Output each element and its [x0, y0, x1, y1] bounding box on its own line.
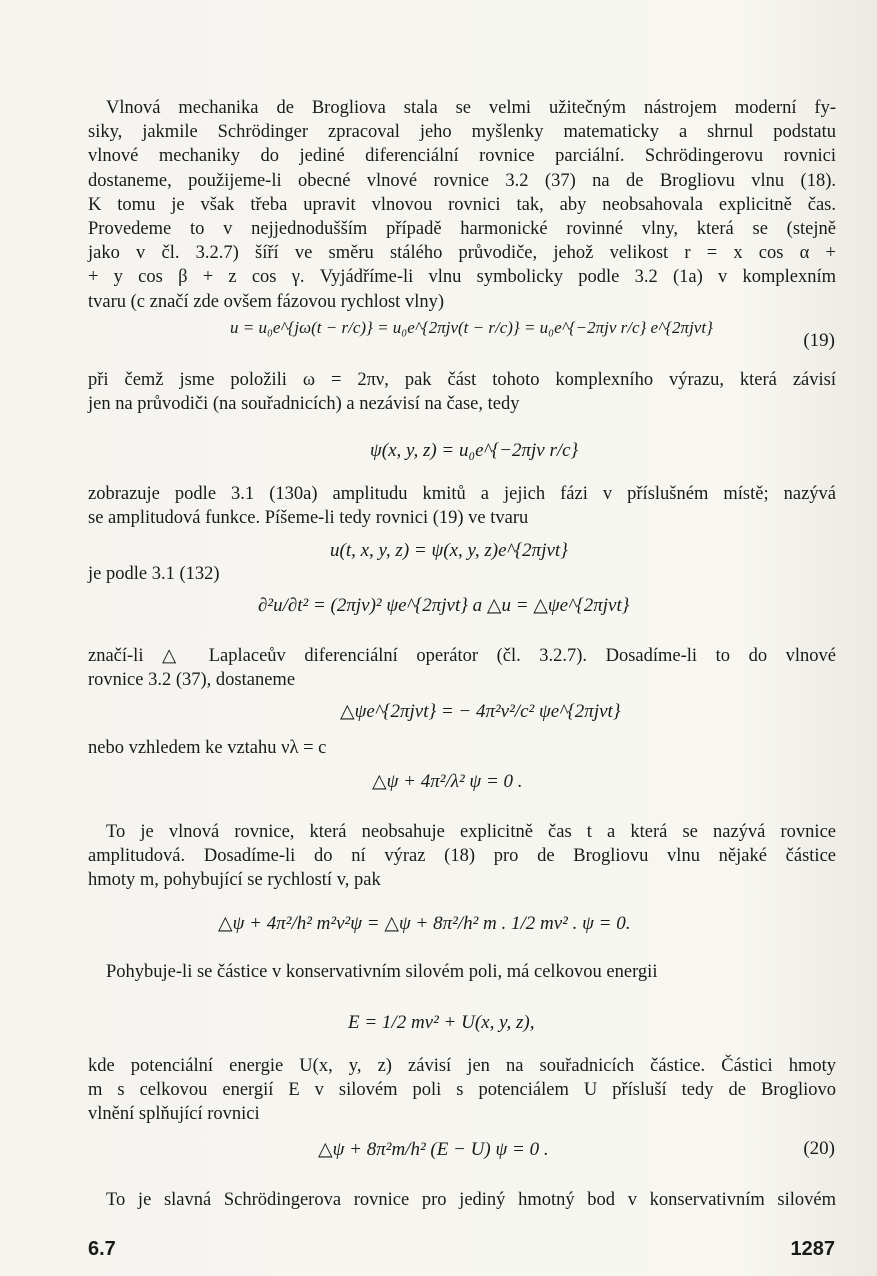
- section-number: 6.7: [88, 1238, 116, 1260]
- text-line: m s celkovou energií E v silovém poli s potenciálem U přísluší tedy de Brogliovo: [88, 1080, 836, 1101]
- text-line: značí-li △ Laplaceův diferenciální operátor (čl. 3.2.7). Dosadíme-li to do vlnové: [88, 646, 836, 666]
- equation-broglie: △ψ + 4π²/h² m²v²ψ = △ψ + 8π²/h² m . 1/2 mv² . ψ = 0.: [218, 913, 631, 934]
- text-line: To je slavná Schrödingerova rovnice pro jediný hmotný bod v konservativním silovém: [106, 1190, 836, 1210]
- paragraph-intro: [88, 96, 836, 314]
- paragraph-5: [88, 644, 836, 692]
- paragraph-6: [88, 736, 836, 760]
- text-line: K tomu je však třeba upravit vlnovou rovnici tak, aby neobsahovala explicitně čas.: [88, 194, 836, 215]
- text-line: tvaru (c značí zde ovšem fázovou rychlost vlny): [88, 291, 444, 312]
- text-line: dostaneme, použijeme-li obecné vlnové rovnice 3.2 (37) na de Brogliovu vlnu (18).: [88, 170, 836, 191]
- text-line: amplitudová. Dosadíme-li do ní výraz (18) pro de Brogliovu vlnu nějaké částice: [88, 846, 836, 867]
- text-line: To je vlnová rovnice, která neobsahuje explicitně čas t a která se nazývá rovnice: [106, 822, 836, 842]
- text-line: je podle 3.1 (132): [88, 564, 220, 584]
- text-line: Vlnová mechanika de Brogliova stala se velmi užitečným nástrojem moderní fy-: [106, 98, 836, 118]
- text-line: + y cos β + z cos γ. Vyjádříme-li vlnu symbolicky podle 3.2 (1a) v komplexním: [88, 267, 836, 288]
- text-line: siky, jakmile Schrödinger zpracoval jeho myšlenky matematicky a shrnul podstatu: [88, 122, 836, 143]
- paragraph-3: [88, 482, 836, 530]
- equation-number-19: (19): [803, 330, 835, 351]
- paragraph-4: [88, 562, 836, 586]
- paragraph-7: [88, 820, 836, 893]
- paragraph-2: [88, 368, 836, 416]
- equation-19: u = u₀e^{jω(t − r/c)} = u₀e^{2πjν(t − r/c)} = u₀e^{−2πjν r/c} e^{2πjνt}: [230, 318, 713, 337]
- text-line: Pohybuje-li se částice v konservativním silovém poli, má celkovou energii: [106, 962, 658, 982]
- text-line: Provedeme to v nejjednodušším případě harmonické rovinné vlny, která se (stejně: [88, 219, 836, 240]
- text-line: hmoty m, pohybující se rychlostí v, pak: [88, 870, 381, 891]
- text-line: vlnové mechaniky do jediné diferenciální rovnice parciální. Schrödingerovu rovnici: [88, 146, 836, 167]
- equation-amplitude: △ψ + 4π²/λ² ψ = 0 .: [372, 771, 523, 792]
- equation-schrodinger: △ψ + 8π²m/h² (E − U) ψ = 0 .: [318, 1139, 549, 1160]
- text-line: jen na průvodiči (na souřadnicích) a nezávisí na čase, tedy: [88, 394, 520, 415]
- paragraph-10: [88, 1188, 836, 1212]
- equation-derivative: ∂²u/∂t² = (2πjν)² ψe^{2πjνt} a △u = △ψe^{2πjνt}: [258, 595, 630, 616]
- text-line: jako v čl. 3.2.7) šíří ve směru stálého průvodiče, jehož velikost r = x cos α +: [88, 243, 836, 264]
- text-line: nebo vzhledem ke vztahu νλ = c: [88, 738, 327, 758]
- text-line: vlnění splňující rovnici: [88, 1104, 260, 1125]
- equation-number-20: (20): [803, 1138, 835, 1159]
- paragraph-9: [88, 1054, 836, 1127]
- text-line: zobrazuje podle 3.1 (130a) amplitudu kmitů a jejich fázi v příslušném místě; nazývá: [88, 484, 836, 504]
- text-line: kde potenciální energie U(x, y, z) závisí jen na souřadnicích částice. Částici hmoty: [88, 1056, 836, 1076]
- equation-psi: ψ(x, y, z) = u₀e^{−2πjν r/c}: [370, 440, 579, 461]
- text-line: při čemž jsme položili ω = 2πν, pak část tohoto komplexního výrazu, která závisí: [88, 370, 836, 390]
- equation-energy: E = 1/2 mv² + U(x, y, z),: [348, 1012, 535, 1033]
- page-number: 1287: [790, 1238, 835, 1260]
- equation-wave: △ψe^{2πjνt} = − 4π²ν²/c² ψe^{2πjνt}: [340, 701, 621, 722]
- text-line: se amplitudová funkce. Píšeme-li tedy rovnici (19) ve tvaru: [88, 508, 529, 529]
- equation-u: u(t, x, y, z) = ψ(x, y, z)e^{2πjνt}: [330, 540, 568, 561]
- paragraph-8: [88, 960, 836, 984]
- text-line: rovnice 3.2 (37), dostaneme: [88, 670, 296, 691]
